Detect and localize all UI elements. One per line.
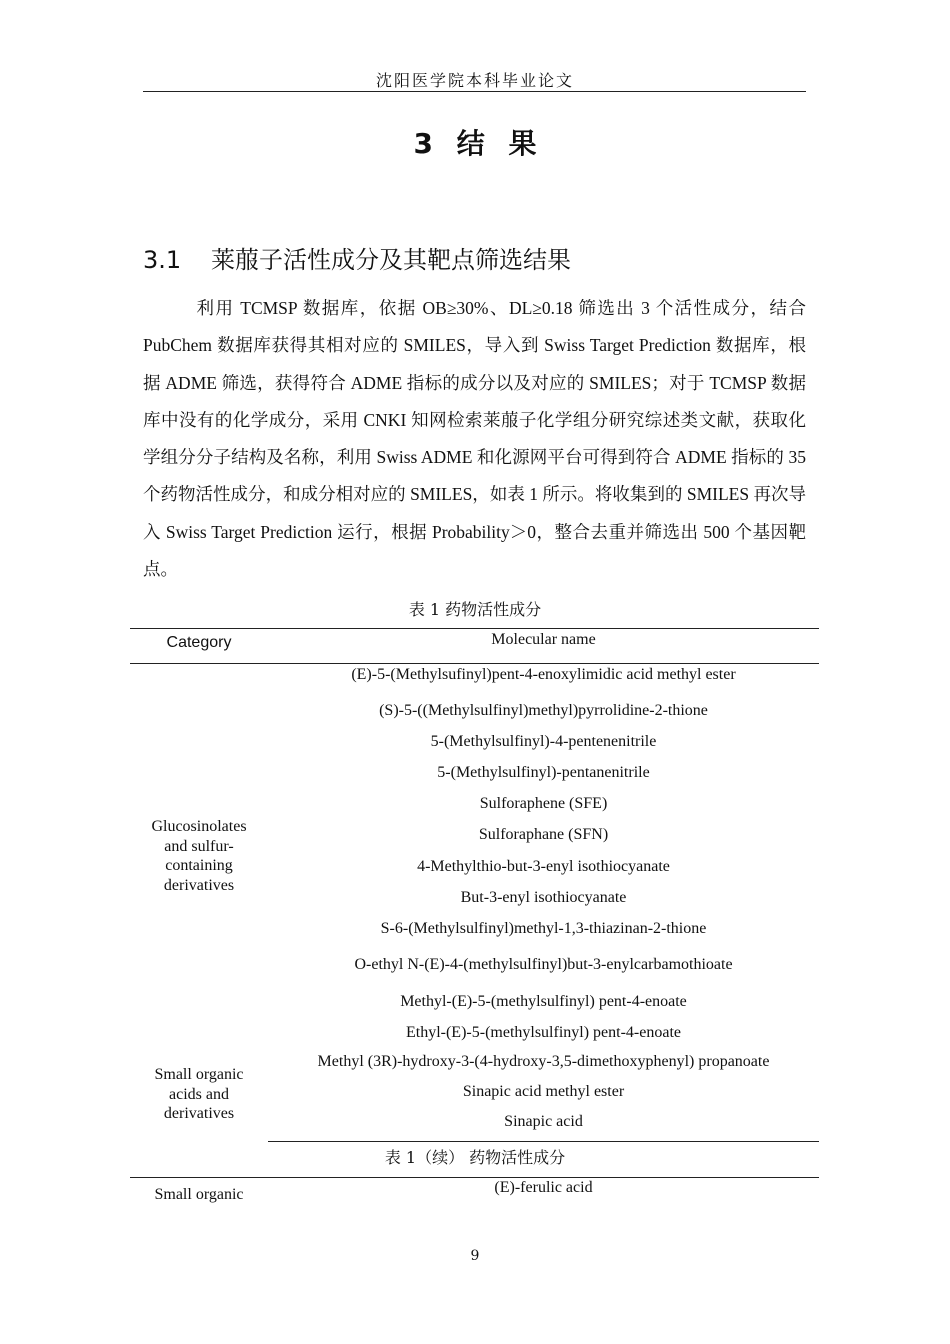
category-line: derivatives xyxy=(163,876,235,894)
molecule-name: But-3-enyl isothiocyanate xyxy=(460,889,627,906)
molecule-name: (S)-5-((Methylsulfinyl)methyl)pyrrolidine-2-thione xyxy=(379,702,708,719)
molecule-name: Sulforaphene (SFE) xyxy=(479,795,608,812)
category-line: Small organic xyxy=(154,1066,244,1083)
molecule-name: Methyl (3R)-hydroxy-3-(4-hydroxy-3,5-dimethoxyphenyl) propanoate xyxy=(317,1053,770,1070)
header-rule xyxy=(143,91,806,92)
molecule-name: (E)-ferulic acid xyxy=(494,1179,593,1196)
table-caption: 表 1 药物活性成分 xyxy=(408,600,542,619)
table-continued-rule xyxy=(130,1177,819,1178)
category-line: Glucosinolates xyxy=(151,818,247,835)
molecule-name: S-6-(Methylsulfinyl)methyl-1,3-thiazinan-2-thione xyxy=(380,920,707,937)
table-header-rule xyxy=(130,663,819,664)
table-partial-rule xyxy=(268,1141,819,1142)
molecule-name: O-ethyl N-(E)-4-(methylsulfinyl)but-3-enylcarbamothioate xyxy=(354,956,733,973)
section-title: 莱菔子活性成分及其靶点筛选结果 xyxy=(211,246,571,274)
column-header-category: Category xyxy=(166,634,232,651)
body-paragraph-text: 利用 TCMSP 数据库，依据 OB≥30%、DL≥0.18 筛选出 3 个活性成分，结合 PubChem 数据库获得其相对应的 SMILES，导入到 Swiss Target Prediction 数据库，根据 ADME 筛选，获得符合 ADME 指标的成分以及对应的 SMILES；对于 TCMSP 数据库中没有的化学成分，采用 CNKI 知网检索莱菔子化学组分研究综述类文献，获取化学组分分子结构及名称，利用 Swiss ADME 和化源网平台可得到符合 ADME 指标的 35 个药物活性成分，和成分相对应的 SMILES，如表 1 所示。将收集到的 SMILES 再次导入 Swiss Target Prediction 运行，根据 Probability＞0，整合去重并筛选出 500 个基因靶点。 xyxy=(143,298,806,580)
molecule-name: Sulforaphane (SFN) xyxy=(478,826,609,843)
molecule-name: 5-(Methylsulfinyl)-pentanenitrile xyxy=(437,764,650,781)
section-number: 3.1 xyxy=(143,246,182,274)
category-line: and sulfur- xyxy=(164,837,234,855)
molecule-name: Sinapic acid methyl ester xyxy=(462,1083,625,1100)
section-heading xyxy=(143,240,571,275)
running-header: 沈阳医学院本科毕业论文 xyxy=(375,71,574,90)
molecule-name: 4-Methylthio-but-3-enyl isothiocyanate xyxy=(417,858,670,875)
molecule-name: Methyl-(E)-5-(methylsulfinyl) pent-4-enoate xyxy=(400,993,687,1010)
molecule-name: 5-(Methylsulfinyl)-4-pentenenitrile xyxy=(430,733,657,750)
category-cell: Small organic xyxy=(154,1186,244,1203)
molecule-name: Ethyl-(E)-5-(methylsulfinyl) pent-4-enoate xyxy=(405,1024,681,1041)
body-paragraph xyxy=(143,290,806,588)
molecule-name: Sinapic acid xyxy=(504,1113,583,1130)
chapter-title: 3 结 果 xyxy=(413,127,537,160)
table-continued-caption: 表 1（续） 药物活性成分 xyxy=(384,1148,566,1167)
table-top-rule xyxy=(130,628,819,629)
page-number: 9 xyxy=(470,1248,480,1264)
category-cell xyxy=(130,817,268,895)
column-header-molecular-name: Molecular name xyxy=(491,631,596,648)
category-line: acids and xyxy=(169,1085,229,1103)
category-line: containing xyxy=(165,857,233,874)
category-line: derivatives xyxy=(163,1105,235,1122)
molecule-name: (E)-5-(Methylsufinyl)pent-4-enoxylimidic acid methyl ester xyxy=(351,666,736,683)
category-cell xyxy=(130,1065,268,1124)
